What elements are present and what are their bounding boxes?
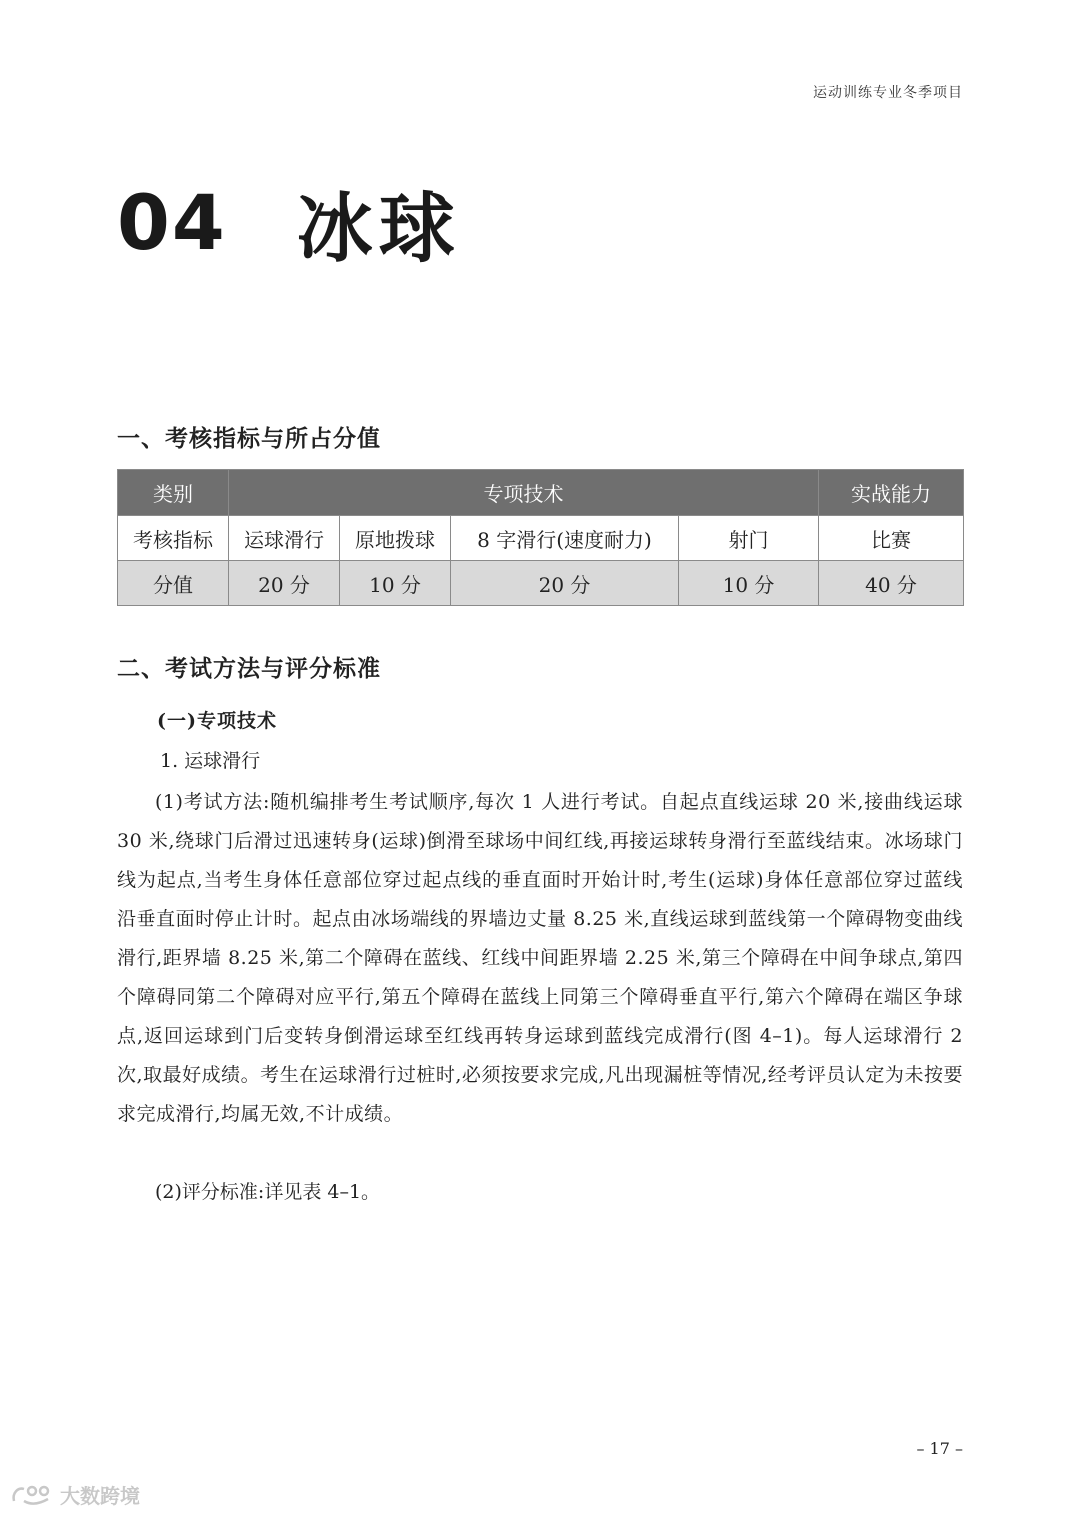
table-cell: 20 分 xyxy=(451,561,679,606)
running-head: 运动训练专业冬季项目 xyxy=(813,85,963,101)
table-cell: 射门 xyxy=(679,516,819,561)
body-paragraph-1: (1)考试方法:随机编排考生考试顺序,每次 1 人进行考试。自起点直线运球 20 米,接曲线运球 30 米,绕球门后滑过迅速转身(运球)倒滑至球场中间红线,再接运球转身滑行至蓝线结束。冰场球门线为起点,当考生身体任意部位穿过起点线的垂直面时开始计时,考生(运球)身体任意部位穿过蓝线沿垂直面时停止计时。起点由冰场端线的界墙边丈量 8.25 米,直线运球到蓝线第一个障碍物变曲线滑行,距界墙 8.25 米,第二个障碍在蓝线、红线中间距界墙 2.25 米,第三个障碍在中间争球点,第四个障碍同第二个障碍对应平行,第五个障碍在蓝线上同第三个障碍垂直平行,第六个障碍在端区争球点,返回运球到门后变转身倒滑运球至红线再转身运球到蓝线完成滑行(图 4–1)。每人运球滑行 2 次,取最好成绩。考生在运球滑行过桩时,必须按要求完成,凡出现漏桩等情况,经考评员认定为未按要求完成滑行,均属无效,不计成绩。 xyxy=(117,791,963,1125)
table-cell: 40 分 xyxy=(819,561,964,606)
body-paragraph-2: (2)评分标准:详见表 4–1。 xyxy=(155,1181,381,1203)
section-heading-1: 一、考核指标与所占分值 xyxy=(117,425,381,452)
score-table xyxy=(117,469,964,606)
table-cell: 10 分 xyxy=(340,561,451,606)
table-header-row xyxy=(118,470,964,516)
watermark-text: 大数跨境 xyxy=(60,1484,140,1508)
header-category: 类别 xyxy=(118,470,229,516)
table-cell: 比赛 xyxy=(819,516,964,561)
row-label: 考核指标 xyxy=(118,516,229,561)
chapter-name: 冰球 xyxy=(296,184,461,273)
chapter-number: 04 xyxy=(117,178,227,267)
table-row xyxy=(118,561,964,606)
subheading: (一)专项技术 xyxy=(157,710,277,732)
table-cell: 20 分 xyxy=(229,561,340,606)
watermark-logo-icon xyxy=(10,1483,54,1507)
table-cell: 8 字滑行(速度耐力) xyxy=(451,516,679,561)
chapter-title xyxy=(117,168,461,277)
row-label: 分值 xyxy=(118,561,229,606)
item-title: 1. 运球滑行 xyxy=(160,750,261,772)
table-cell: 原地拨球 xyxy=(340,516,451,561)
watermark xyxy=(10,1480,140,1509)
header-group-combat: 实战能力 xyxy=(819,470,964,516)
table-row xyxy=(118,516,964,561)
table-cell: 运球滑行 xyxy=(229,516,340,561)
section-heading-2: 二、考试方法与评分标准 xyxy=(117,655,381,682)
header-group-technique: 专项技术 xyxy=(229,470,819,516)
table-cell: 10 分 xyxy=(679,561,819,606)
page-number: – 17 – xyxy=(916,1439,963,1458)
